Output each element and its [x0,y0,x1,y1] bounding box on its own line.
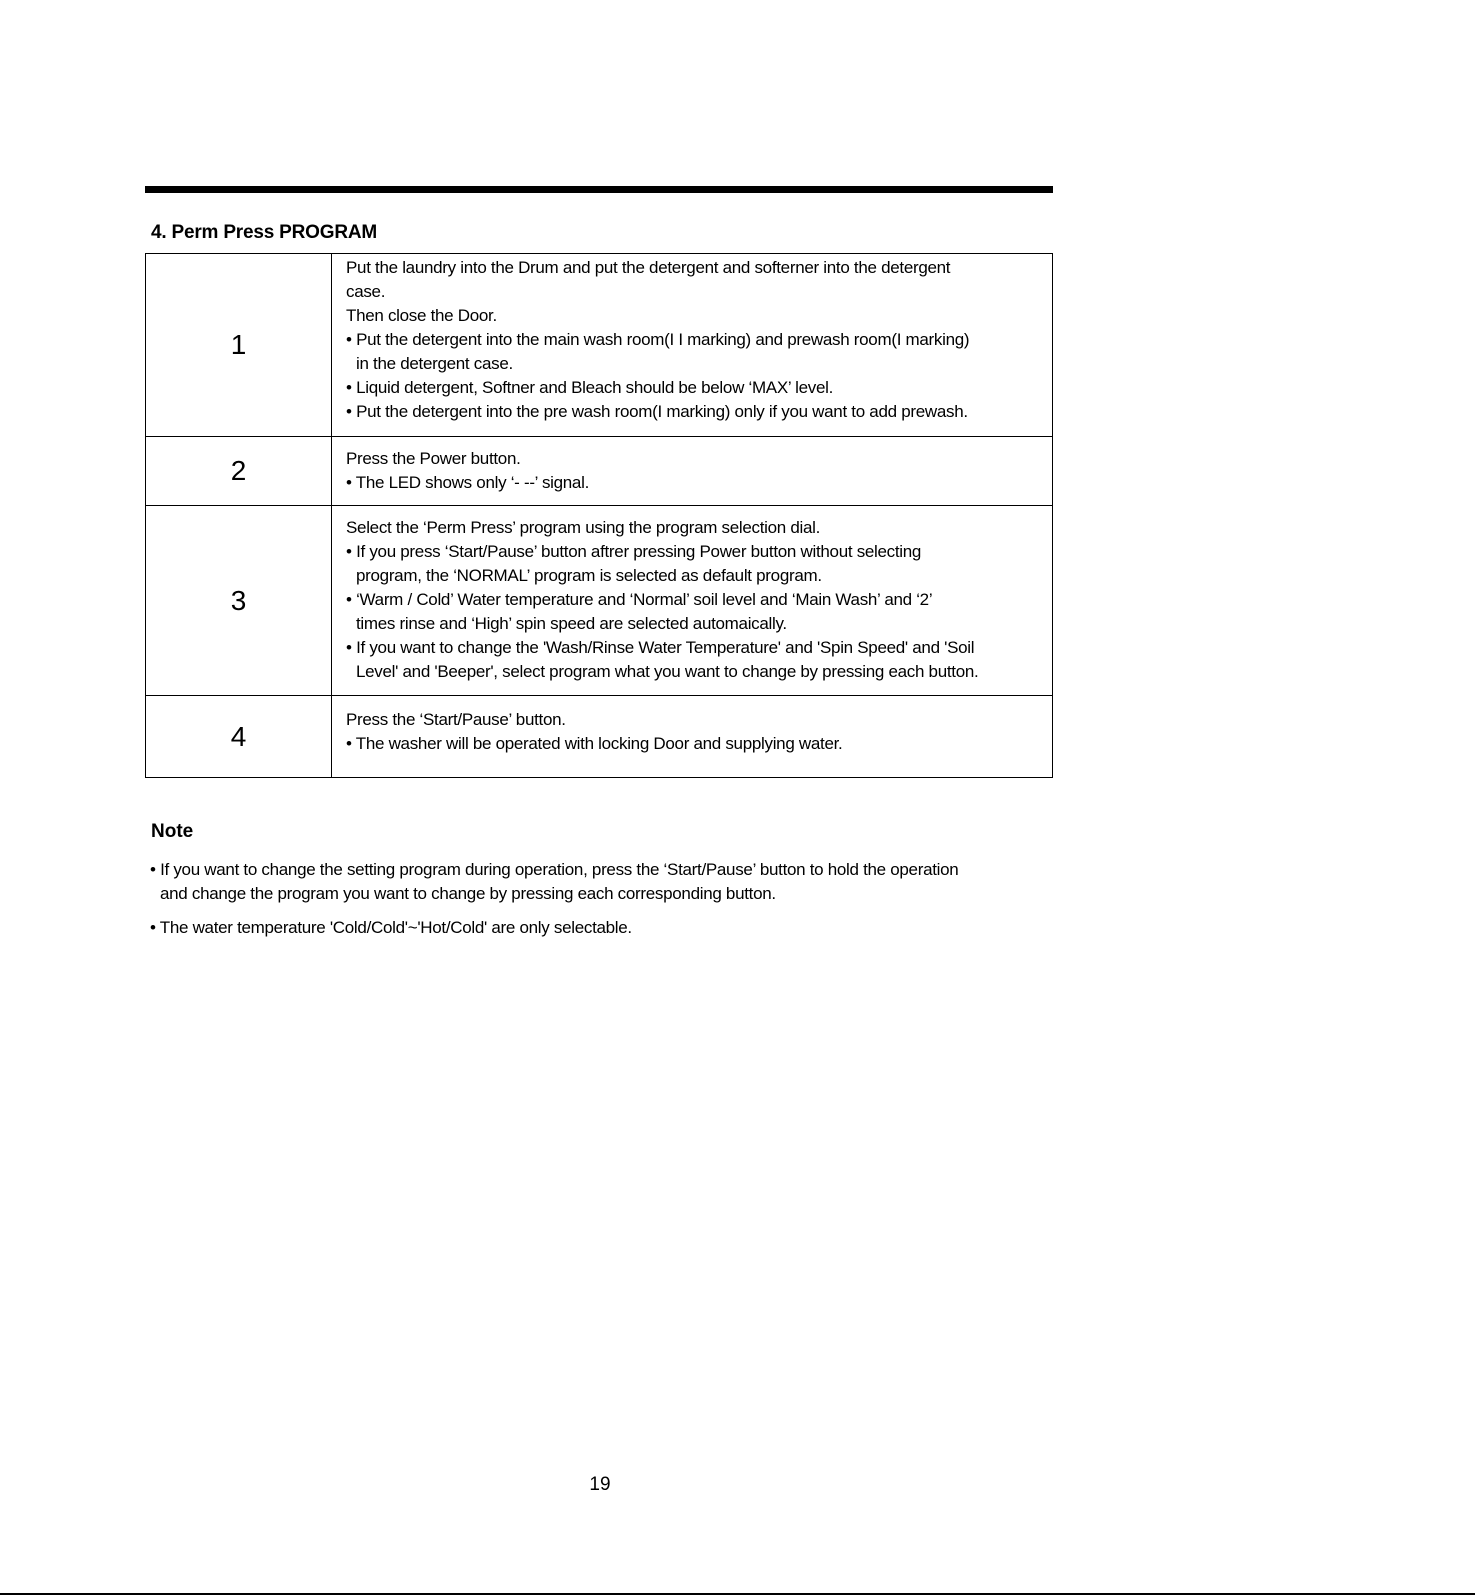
step-bullet: • Put the detergent into the pre wash room(I marking) only if you want to add prewash. [346,402,968,421]
step-bullet: • Put the detergent into the main wash room(I I marking) and prewash room(I marking) [346,330,970,349]
step-bullet: • The LED shows only ‘- --’ signal. [346,473,589,492]
step-bullet: • Liquid detergent, Softner and Bleach should be below ‘MAX’ level. [346,378,834,397]
step-bullet: • The washer will be operated with locking Door and supplying water. [346,734,843,753]
step-text: Put the laundry into the Drum and put the detergent and softerner into the detergent [346,258,951,277]
step-text: case. [346,282,386,301]
step-text: Then close the Door. [346,306,497,325]
step-row [146,696,1053,778]
note-title: Note [151,821,194,842]
step-number: 2 [146,437,332,506]
step-row [146,506,1053,696]
step-bullet: • ‘Warm / Cold’ Water temperature and ‘Normal’ soil level and ‘Main Wash’ and ‘2’ [346,590,933,609]
steps-table [145,253,1053,778]
step-content [332,437,1053,506]
step-bullet: • If you press ‘Start/Pause’ button aftrer pressing Power button without selecting [346,542,922,561]
step-bullet-continuation: times rinse and ‘High’ spin speed are selected automaically. [356,614,787,633]
step-bullet-continuation: in the detergent case. [356,354,513,373]
note-text-continuation: and change the program you want to change by pressing each corresponding button. [160,884,776,903]
note-item [150,858,1070,906]
note-item [150,916,1070,940]
note-list [150,858,1070,940]
section-title: 4. Perm Press PROGRAM [151,222,377,243]
step-text: Select the ‘Perm Press’ program using the program selection dial. [346,518,821,537]
step-text: Press the ‘Start/Pause’ button. [346,710,566,729]
step-row [146,437,1053,506]
step-number: 3 [146,506,332,696]
step-number: 1 [146,254,332,437]
step-row [146,254,1053,437]
step-content [332,506,1053,696]
step-bullet: • If you want to change the 'Wash/Rinse Water Temperature' and 'Spin Speed' and 'Soil [346,638,975,657]
step-number: 4 [146,696,332,778]
step-bullet-continuation: program, the ‘NORMAL’ program is selected as default program. [356,566,822,585]
note-text: • If you want to change the setting program during operation, press the ‘Start/Pause’ button to hold the operation [150,860,959,879]
step-text: Press the Power button. [346,449,521,468]
step-content [332,254,1053,437]
note-text: • The water temperature 'Cold/Cold'~'Hot/Cold' are only selectable. [150,918,632,937]
page-number: 19 [589,1474,611,1495]
step-bullet-continuation: Level' and 'Beeper', select program what you want to change by pressing each button. [356,662,979,681]
top-rule [145,186,1053,193]
step-content [332,696,1053,778]
